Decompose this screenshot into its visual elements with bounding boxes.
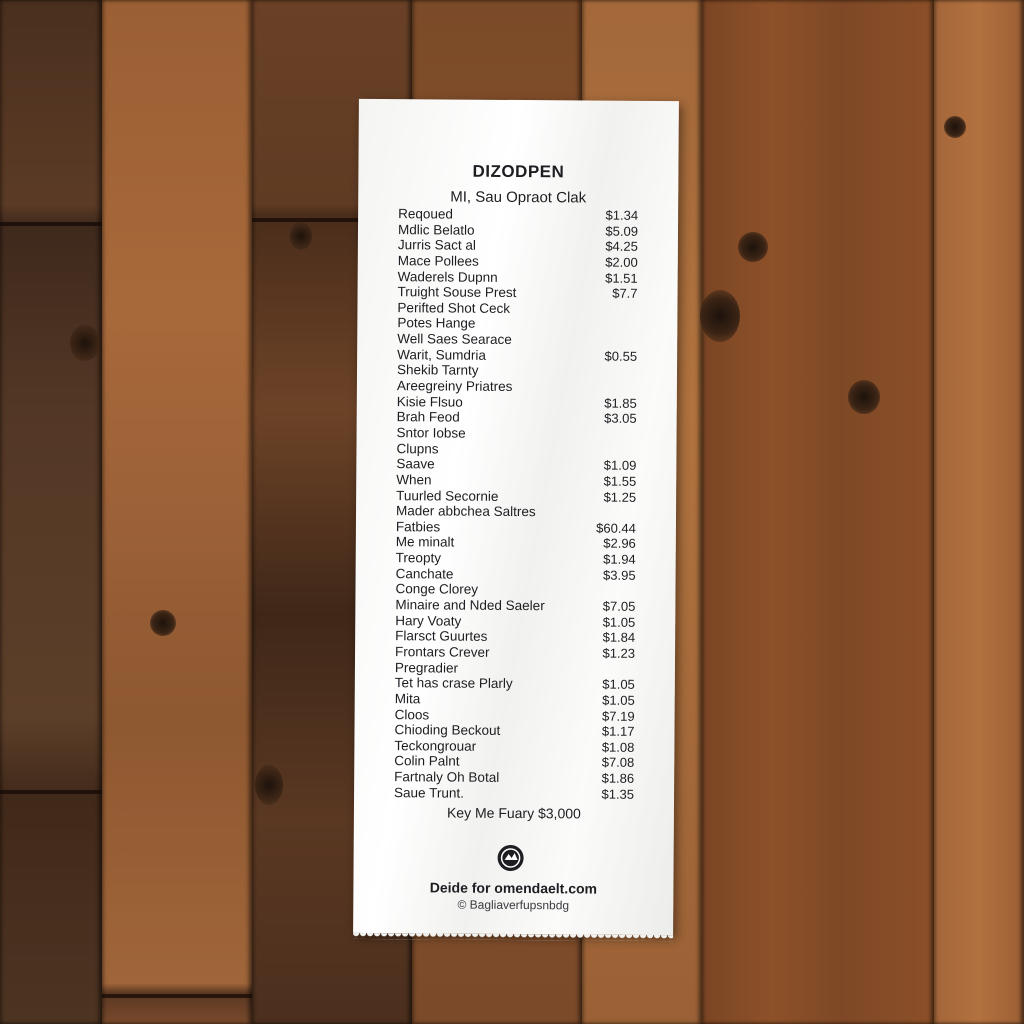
wood-plank: [934, 0, 1024, 1024]
receipt-line-item: [397, 363, 637, 380]
receipt-line-item: [396, 441, 636, 458]
item-name: Kisie Flsuo: [396, 393, 463, 410]
receipt-line-item: [396, 503, 636, 520]
item-name: Minaire and Nded Saeler: [395, 597, 545, 614]
receipt-line-item: [396, 472, 636, 489]
item-name: Treopty: [395, 550, 442, 566]
item-price: $0.55: [604, 348, 638, 364]
item-name: Saue Trunt.: [394, 784, 464, 801]
receipt: [353, 99, 679, 935]
wood-knot: [70, 325, 100, 361]
receipt-line-item: [398, 269, 638, 286]
receipt-line-item: [398, 222, 638, 239]
receipt-line-item: [397, 409, 637, 426]
receipt-line-item: [395, 597, 635, 614]
item-price: $1.85: [604, 395, 637, 411]
item-price: $1.17: [601, 723, 635, 739]
item-price: $5.09: [605, 223, 639, 239]
store-name: DIZODPEN: [472, 161, 565, 182]
item-name: Mader abbchea Saltres: [395, 503, 536, 520]
item-price: $60.44: [596, 520, 636, 536]
item-price: $2.96: [603, 536, 636, 552]
receipt-line-item: [394, 754, 634, 771]
receipt-line-item: [397, 394, 637, 411]
item-price: $1.51: [605, 270, 638, 286]
item-name: Canchate: [395, 565, 454, 582]
receipt-line-item: [398, 253, 638, 270]
store-subtitle: MI, Sau Opraot Clak: [450, 188, 587, 207]
item-price: $1.94: [603, 551, 636, 567]
item-name: Mita: [394, 691, 421, 707]
item-price: $1.35: [601, 786, 635, 802]
item-list: [394, 206, 638, 802]
item-name: Tet has crase Plarly: [394, 675, 513, 692]
receipt-line-item: [398, 206, 638, 223]
item-price: $7.7: [612, 285, 638, 302]
receipt-copyright: © Bagliaverfupsnbdg: [457, 897, 570, 913]
wood-knot: [738, 232, 768, 262]
item-name: Tuurled Secornie: [396, 487, 499, 504]
receipt-line-item: [395, 628, 635, 645]
receipt-line-item: [395, 644, 635, 661]
receipt-line-item: [394, 785, 634, 802]
receipt-line-item: [397, 316, 637, 333]
item-name: When: [396, 472, 432, 488]
receipt-line-item: [396, 566, 636, 583]
item-price: $1.05: [602, 614, 636, 630]
item-name: Fartnaly Oh Botal: [394, 769, 500, 785]
item-price: $1.08: [601, 739, 635, 755]
receipt-line-item: [398, 237, 638, 254]
item-price: $1.55: [603, 473, 637, 489]
receipt-line-item: [397, 378, 637, 395]
receipt-line-item: [396, 488, 636, 505]
receipt-line-item: [395, 660, 635, 677]
wood-knot: [848, 380, 880, 414]
item-name: Warit, Sumdria: [397, 346, 486, 363]
item-name: Truight Souse Prest: [397, 284, 517, 301]
wood-knot: [290, 222, 312, 250]
item-name: Mdlic Belatlo: [397, 221, 475, 238]
item-name: Waderels Dupnn: [397, 268, 498, 285]
item-price: $1.84: [602, 629, 636, 646]
wood-knot: [255, 765, 283, 805]
plank-seam: [102, 994, 252, 998]
item-price: $3.05: [604, 410, 637, 427]
item-name: Saave: [396, 456, 435, 472]
item-name: Reqoued: [398, 206, 453, 222]
item-price: $4.25: [605, 238, 638, 255]
receipt-line-item: [397, 300, 637, 317]
item-price: $1.05: [602, 692, 635, 708]
item-price: $7.19: [602, 708, 635, 724]
item-price: $1.86: [601, 770, 635, 786]
receipt-website: Deide for omendaelt.com: [429, 879, 598, 897]
receipt-line-item: [398, 284, 638, 301]
item-name: Cloos: [394, 706, 430, 722]
store-logo-icon: [496, 843, 526, 873]
item-name: Me minalt: [395, 534, 455, 551]
item-name: Perifted Shot Ceck: [397, 300, 511, 316]
item-name: Flarsct Guurtes: [395, 628, 488, 645]
item-price: $1.23: [602, 645, 636, 661]
item-name: Pregradier: [394, 659, 459, 676]
item-price: $2.00: [605, 254, 638, 270]
wood-plank: [102, 0, 252, 1024]
item-price: $3.95: [602, 567, 636, 583]
receipt-line-item: [394, 722, 634, 739]
item-price: $7.08: [601, 755, 635, 771]
receipt-total: Key Me Fuary $3,000: [446, 804, 581, 822]
item-price: $1.25: [603, 489, 637, 505]
plank-seam: [0, 790, 102, 794]
item-name: Mace Pollees: [397, 253, 479, 269]
item-name: Clupns: [396, 440, 439, 457]
receipt-line-item: [396, 550, 636, 567]
receipt-line-item: [395, 613, 635, 630]
item-name: Shekib Tarnty: [396, 362, 479, 379]
item-name: Sntor Iobse: [396, 425, 466, 441]
item-name: Fatbies: [395, 518, 441, 535]
receipt-line-item: [394, 769, 634, 786]
item-name: Chioding Beckout: [394, 722, 501, 739]
item-name: Brah Feod: [396, 409, 460, 425]
item-name: Areegreiny Priatres: [396, 378, 513, 395]
wood-plank: [0, 0, 102, 1024]
item-name: Jurris Sact al: [397, 237, 476, 253]
receipt-line-item: [397, 331, 637, 348]
item-price: $1.09: [603, 457, 637, 474]
item-name: Potes Hange: [397, 315, 476, 332]
receipt-line-item: [395, 691, 635, 708]
receipt-line-item: [396, 519, 636, 536]
item-name: Well Saes Searace: [397, 331, 512, 348]
receipt-line-item: [397, 347, 637, 364]
wood-knot: [700, 290, 740, 342]
wood-knot: [150, 610, 176, 636]
item-price: $7.05: [602, 598, 636, 614]
receipt-line-item: [396, 535, 636, 552]
item-name: Colin Palnt: [394, 753, 460, 770]
receipt-line-item: [395, 675, 635, 692]
plank-seam: [0, 222, 102, 226]
receipt-line-item: [395, 582, 635, 599]
item-price: $1.34: [605, 207, 639, 223]
item-name: Conge Clorey: [395, 581, 479, 598]
receipt-line-item: [394, 738, 634, 755]
wood-knot: [944, 116, 966, 138]
receipt-line-item: [396, 456, 636, 473]
wood-plank: [702, 0, 934, 1024]
item-name: Frontars Crever: [395, 644, 490, 660]
receipt-line-item: [397, 425, 637, 442]
item-name: Hary Voaty: [395, 612, 462, 629]
item-price: $1.05: [602, 676, 635, 693]
item-name: Teckongrouar: [394, 737, 477, 754]
receipt-line-item: [395, 707, 635, 724]
